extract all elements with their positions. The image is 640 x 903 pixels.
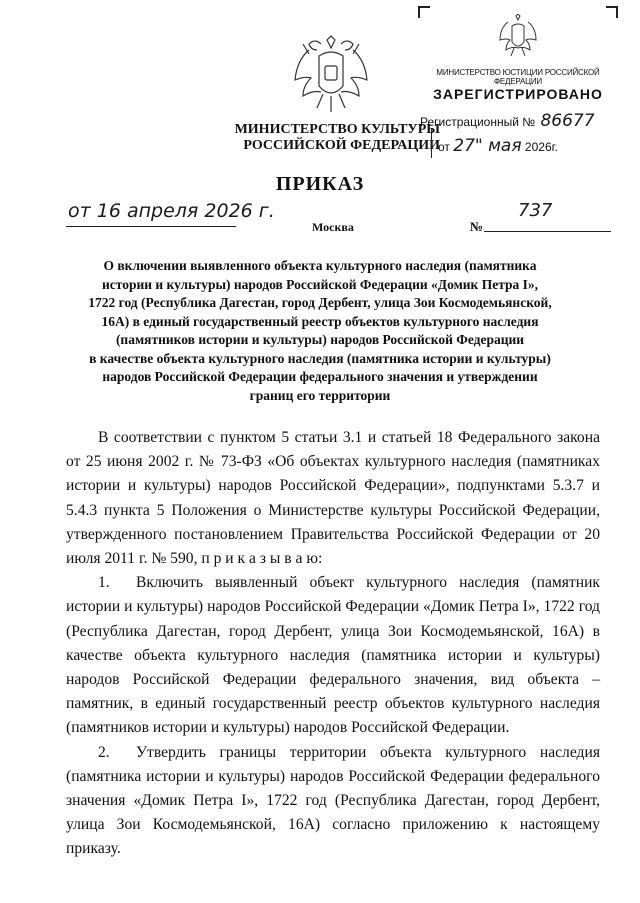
item-text: Включить выявленный объект культурного наследия (памятник истории и культуры) народов Российской Федерации «Домик Петра I», 1722 год (Республика Дагестан, город Дербент, улица Зои Космодемьянской, 16А) в качестве объекта культурного наследия (памятника истории и культуры) народов Российской Федерации федерального значения, вид объекта – памятник, в единый государственный реестр объектов культурного наследия (памятников истории и культуры) народов Российской Федерации.: [66, 574, 600, 737]
registration-stamp: [418, 6, 618, 114]
title-line: 16А) в единый государственный реестр объектов культурного наследия: [101, 313, 539, 329]
stamp-reg-label: Регистрационный №: [420, 115, 536, 129]
title-line: 1722 год (Республика Дагестан, город Дербент, улица Зои Космодемьянской,: [88, 295, 552, 310]
document-type-heading: ПРИКАЗ: [275, 173, 365, 195]
stamp-reg-number-handwritten: 86677: [540, 111, 595, 131]
title-line: границ его территории: [249, 387, 391, 403]
order-item-1: [66, 571, 600, 740]
order-date-handwritten: от 16 апреля 2026 г.: [68, 200, 275, 222]
stamp-date-handwritten: 27" мая: [453, 136, 522, 156]
order-item-2: [66, 741, 600, 862]
stamp-date-prefix: от: [438, 140, 450, 154]
stamp-ministry-name: МИНИСТЕРСТВО ЮСТИЦИИ РОССИЙСКОЙ ФЕДЕРАЦИИ: [436, 68, 600, 86]
ministry-name: [200, 122, 440, 154]
order-number-label: №: [470, 219, 484, 234]
item-number: 1.: [98, 574, 110, 592]
title-line: народов Российской Федерации федерального значения и утверждении: [102, 369, 538, 384]
order-body: [66, 426, 600, 862]
ministry-line-2: РОССИЙСКОЙ ФЕДЕРАЦИИ: [243, 138, 440, 153]
stamp-corner-top-right: [606, 6, 618, 18]
order-date-underline: [66, 226, 236, 227]
coat-of-arms-emblem: [291, 34, 371, 118]
ministry-line-1: МИНИСТЕРСТВО КУЛЬТУРЫ: [234, 122, 440, 137]
stamp-registered-title: ЗАРЕГИСТРИРОВАНО: [433, 86, 603, 102]
order-number-underline: [484, 231, 611, 232]
title-line: (памятников истории и культуры) народов Российской Федерации: [115, 332, 525, 347]
item-text: Утвердить границы территории объекта культурного наследия (памятника истории и культуры) народов Российской Федерации федерального значения «Домик Петра I», 1722 год (Республика Дагестан, город Дербент, улица Зои Космодемьянской, 16А) согласно приложению к настоящему приказу.: [66, 743, 600, 858]
stamp-corner-top-left: [418, 6, 430, 18]
stamp-emblem-icon: [498, 14, 538, 58]
stamp-left-border: [431, 128, 432, 158]
order-city: Москва: [312, 220, 354, 234]
stamp-registration-number: [420, 111, 595, 131]
preamble-paragraph: В соответствии с пунктом 5 статьи 3.1 и статьей 18 Федерального закона от 25 июня 2002 г. № 73-ФЗ «Об объектах культурного наследия (памятниках истории и культуры) народов Российской Федерации», подпунктами 5.3.7 и 5.4.3 пункта 5 Положения о Министерстве культуры Российской Федерации, утвержденного постановлением Правительства Российской Федерации от 20 июля 2011 г. № 590, п р и к а з ы в а ю:: [66, 429, 600, 568]
title-line: истории и культуры) народов Российской Федерации «Домик Петра I»,: [101, 276, 539, 292]
item-number: 2.: [98, 743, 110, 761]
title-line: в качестве объекта культурного наследия (памятника истории и культуры): [89, 350, 551, 366]
title-line: О включении выявленного объекта культурного наследия (памятника: [103, 258, 537, 273]
stamp-date-year: 2026г.: [524, 140, 558, 154]
order-title: [40, 257, 600, 405]
stamp-registration-date: [438, 136, 558, 156]
order-number-handwritten: 737: [518, 200, 553, 221]
